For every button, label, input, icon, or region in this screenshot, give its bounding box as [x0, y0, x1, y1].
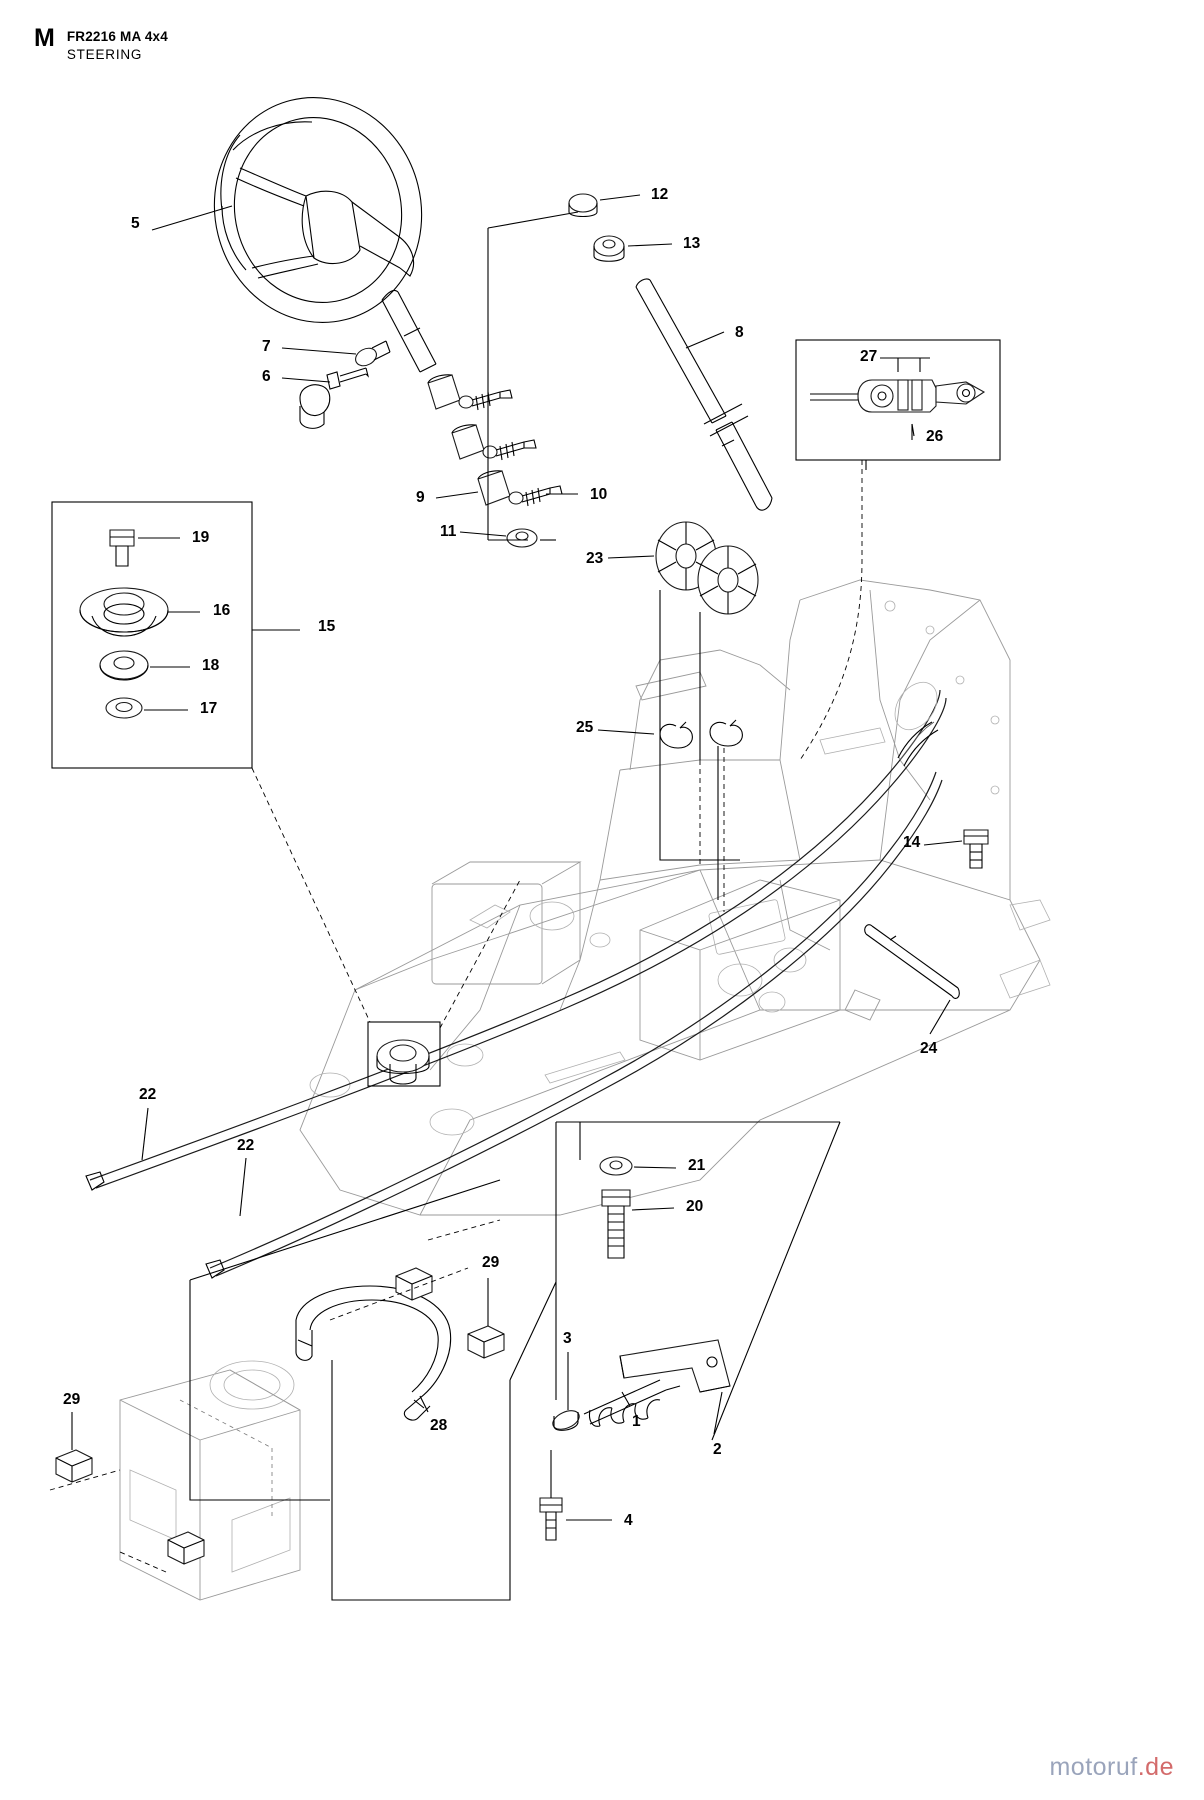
callout-29-left: 29	[63, 1391, 81, 1408]
callout-8: 8	[735, 324, 744, 341]
section-letter: M	[34, 24, 55, 52]
chassis-outline	[300, 580, 1050, 1215]
bolt-part-14	[964, 830, 988, 868]
callout-22-left: 22	[139, 1086, 157, 1103]
callout-14: 14	[903, 834, 921, 851]
callout-19: 19	[192, 529, 210, 546]
callout-27: 27	[860, 348, 878, 365]
callout-23: 23	[586, 550, 604, 567]
callout-24: 24	[920, 1040, 938, 1057]
rod-part-24	[865, 925, 960, 999]
callout-7: 7	[262, 338, 271, 355]
callout-20: 20	[686, 1198, 704, 1215]
model-title: FR2216 MA 4x4	[66, 29, 168, 44]
parts-9-10-11	[428, 375, 562, 547]
inset-15-leaders	[252, 630, 520, 1028]
callout-13: 13	[683, 235, 701, 252]
callout-22-lower: 22	[237, 1137, 255, 1154]
steering-cables-22	[86, 674, 946, 1278]
callout-4: 4	[624, 1512, 633, 1529]
callout-15: 15	[318, 618, 336, 635]
watermark-main: motoruf	[1049, 1753, 1138, 1781]
callout-29-upper: 29	[482, 1254, 500, 1271]
callout-26: 26	[926, 428, 944, 445]
callout-6: 6	[262, 368, 271, 385]
callout-11: 11	[440, 523, 457, 540]
section-subtitle: STEERING	[66, 47, 143, 63]
callout-28: 28	[430, 1417, 448, 1434]
callout-5: 5	[131, 215, 140, 232]
callout-21: 21	[688, 1157, 706, 1174]
cable-drum-assembly	[368, 1022, 440, 1086]
parts-8-12-13	[569, 194, 772, 510]
callout-25: 25	[576, 719, 594, 736]
pulleys-part-23	[656, 522, 758, 614]
steering-wheel-part-5	[191, 75, 446, 372]
inset-26-27-leader	[800, 460, 866, 760]
callout-12: 12	[651, 186, 669, 203]
callout-2: 2	[713, 1441, 722, 1458]
callout-3: 3	[563, 1330, 572, 1347]
callout-16: 16	[213, 602, 231, 619]
watermark-suffix: .de	[1137, 1753, 1174, 1781]
bolt-21-20	[600, 1157, 632, 1258]
clips-part-25	[660, 720, 742, 748]
callout-1: 1	[632, 1413, 641, 1430]
callout-18: 18	[202, 657, 220, 674]
watermark	[1049, 1753, 1174, 1782]
callout-9: 9	[416, 489, 425, 506]
parts-6-7	[300, 341, 390, 428]
callout-10: 10	[590, 486, 608, 503]
callout-17: 17	[200, 700, 218, 717]
inset-box-15	[52, 502, 252, 768]
